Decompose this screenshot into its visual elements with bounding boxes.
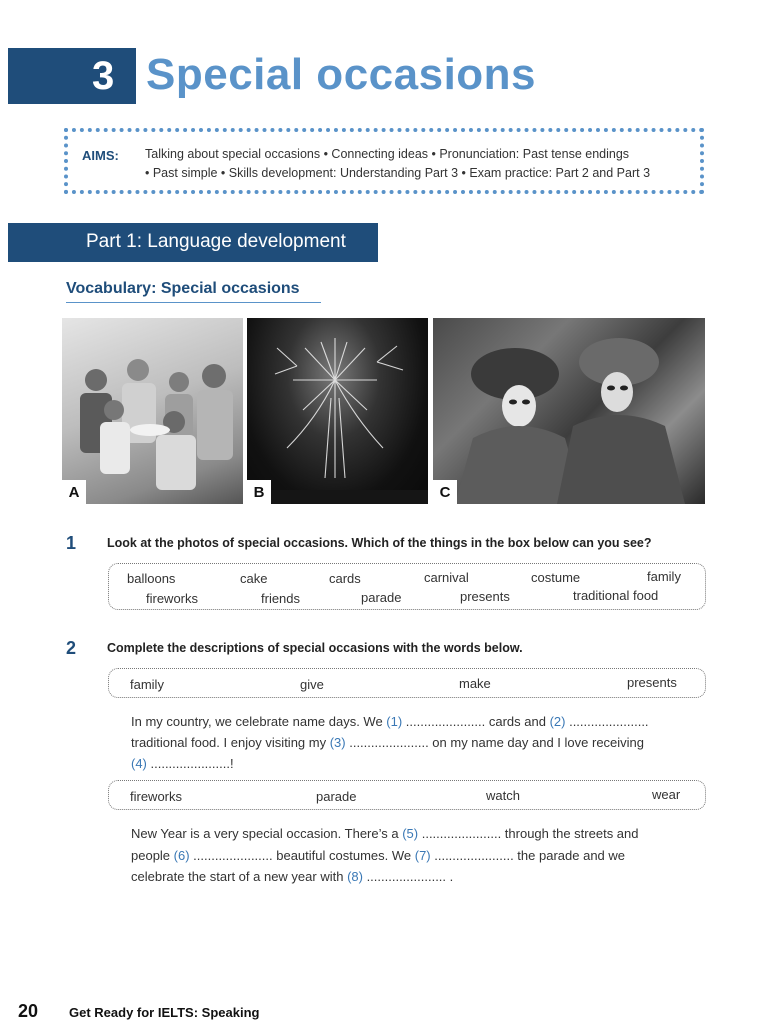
exercise-2-word-box-2 [108,780,706,810]
photo-fireworks [247,318,428,504]
word-item: traditional food [573,588,659,603]
aims-text-line-2: • Past simple • Skills development: Understanding Part 3 • Exam practice: Part 2 and Part 3 [145,166,651,180]
paragraph-1-line-2: traditional food. I enjoy visiting my (3) ...................... on my name day and I love receiving [131,735,645,750]
blank-number: (3) [329,735,346,750]
paragraph-2-line-1: New Year is a very special occasion. There’s a (5) ...................... through the streets and [131,826,639,841]
aims-box [64,128,704,194]
word-item: parade [316,789,357,804]
book-title: Get Ready for IELTS: Speaking [69,1005,260,1020]
unit-title: Special occasions [146,50,537,99]
word-item: presents [460,589,510,604]
word-item: carnival [424,570,469,585]
paragraph-2-line-2: people (6) ...................... beautiful costumes. We (7) ...................... the parade and we [131,848,626,863]
word-item: parade [361,590,402,605]
blank-number: (7) [414,848,431,863]
photo-label-a: A [62,480,86,504]
word-item: cards [329,571,361,586]
unit-number-bar [8,48,136,104]
blank-number: (4) [131,756,147,771]
part-title: Part 1: Language development [86,231,346,252]
page-number: 20 [18,1001,39,1021]
word-item: presents [627,675,677,690]
exercise-1-instruction: Look at the photos of special occasions. Which of the things in the box below can you see? [107,536,652,550]
exercise-2-word-box-1 [108,668,706,698]
word-item: make [459,676,491,691]
blank-number: (6) [173,848,190,863]
aims-text-line-1: Talking about special occasions • Connecting ideas • Pronunciation: Past tense endings [145,147,630,161]
unit-number: 3 [92,54,115,98]
photo-label-b: B [247,480,271,504]
paragraph-1-line-1: In my country, we celebrate name days. We (1) ...................... cards and (2) ...................... [131,714,649,729]
blank-number: (5) [402,826,419,841]
blank-number: (2) [549,714,566,729]
word-item: wear [652,787,681,802]
photo-label-c: C [433,480,457,504]
word-item: give [300,677,324,692]
aims-label: AIMS: [82,148,119,163]
vocabulary-heading: Vocabulary: Special occasions [66,280,300,297]
word-item: costume [531,570,581,585]
word-item: fireworks [146,591,199,606]
paragraph-2-line-3: celebrate the start of a new year with (8) ...................... . [131,869,454,884]
word-item: family [647,569,681,584]
photo-carnival-masks [433,318,705,504]
paragraph-1-line-3: (4) ......................! [131,756,234,771]
exercise-2-number: 2 [66,638,77,658]
word-item: cake [240,571,268,586]
word-item: fireworks [130,789,183,804]
blank-number: (1) [386,714,403,729]
exercise-1-number: 1 [66,533,77,553]
word-item: family [130,677,164,692]
photo-b-fireworks [247,318,428,504]
word-item: friends [261,591,301,606]
vocabulary-underline [66,302,321,303]
exercise-2-instruction: Complete the descriptions of special occasions with the words below. [107,641,523,655]
photo-birthday-party [62,318,243,504]
word-item: balloons [127,571,176,586]
word-item: watch [486,788,520,803]
photo-c-masks [433,318,705,504]
photo-a-figures [62,318,243,504]
blank-number: (8) [347,869,363,884]
